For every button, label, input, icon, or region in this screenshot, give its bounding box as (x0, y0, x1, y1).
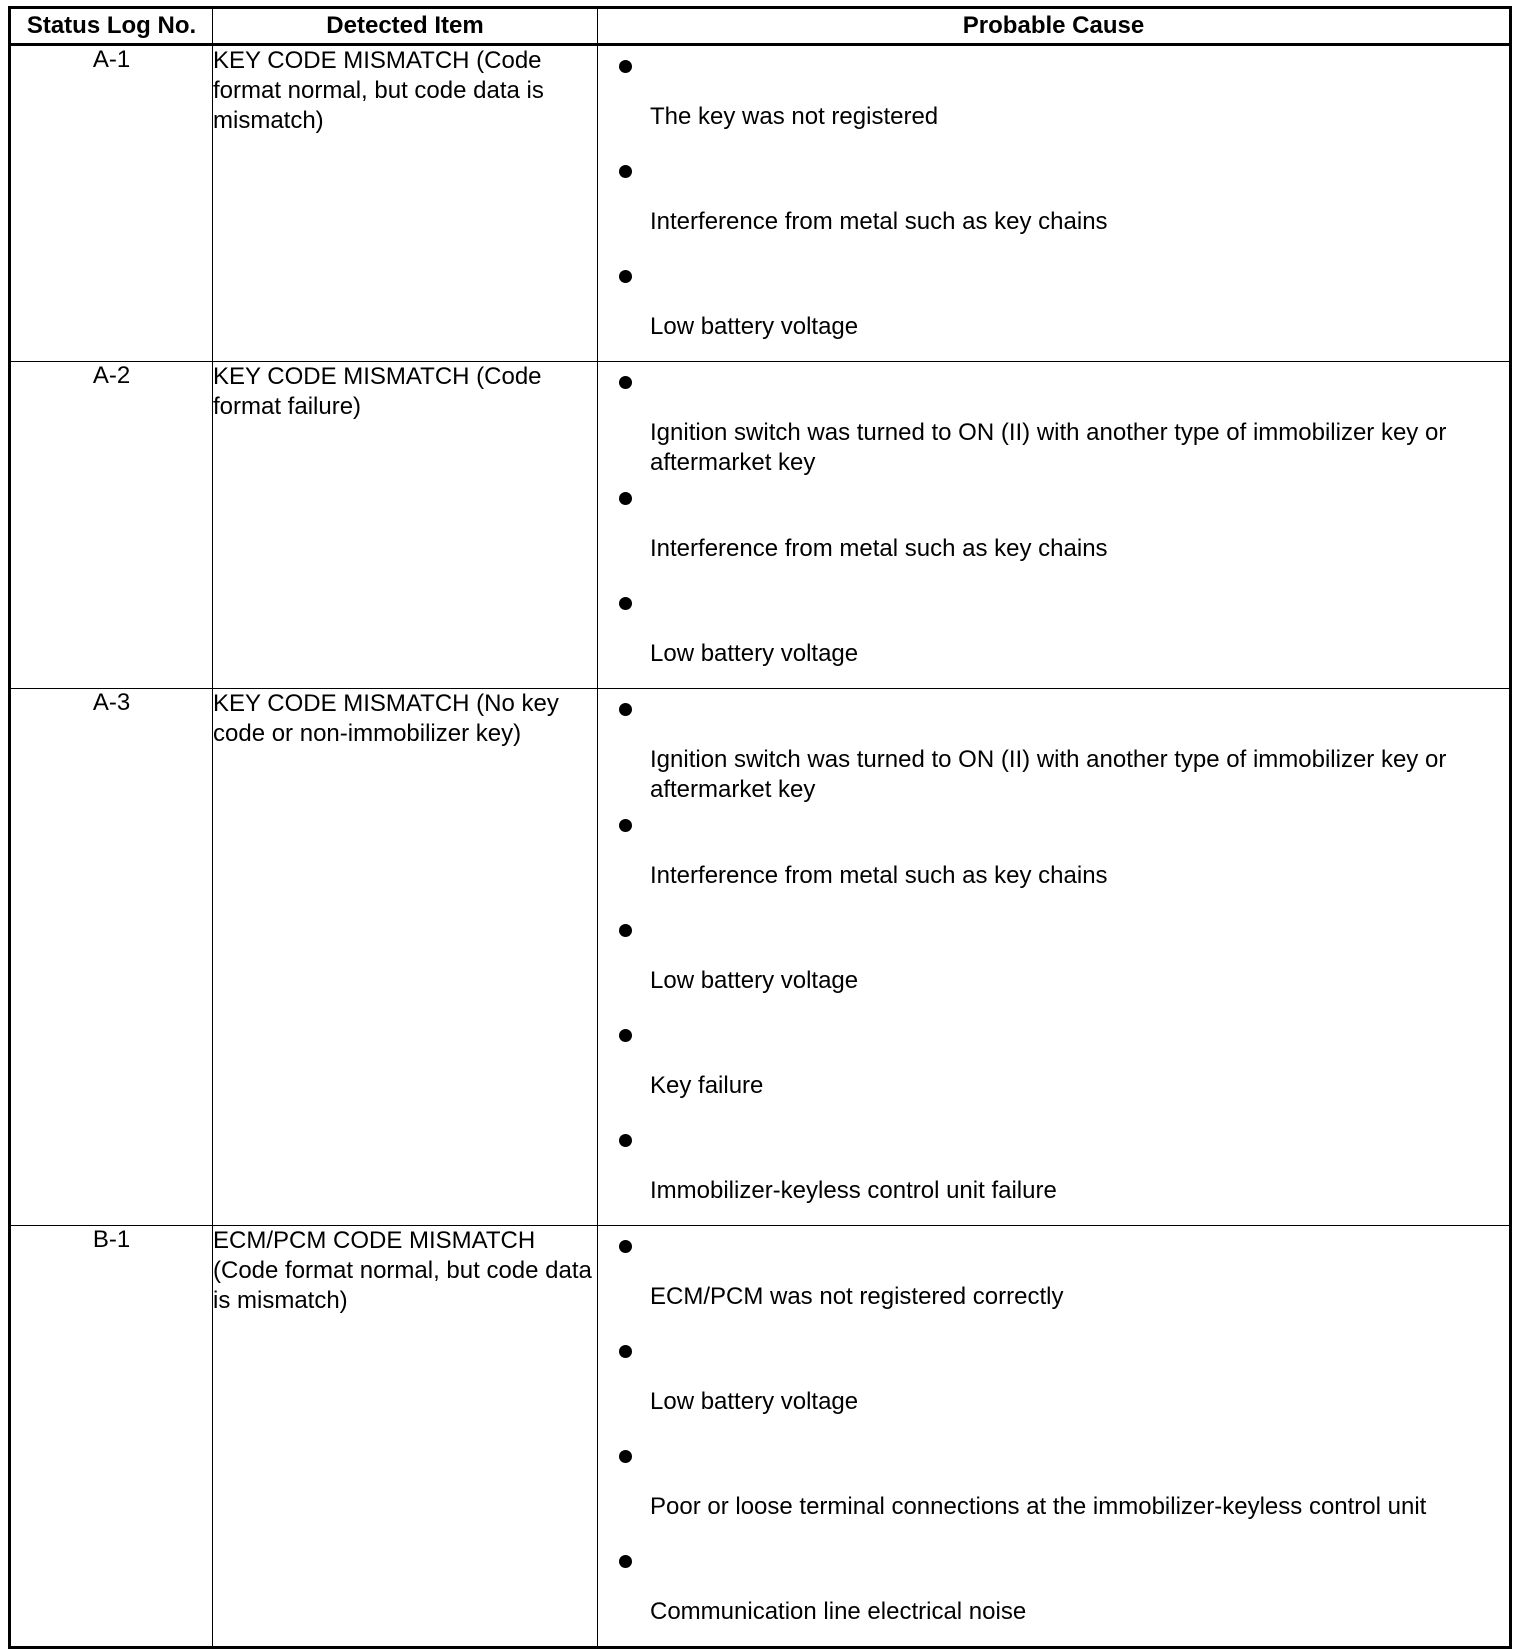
cause-text: Low battery voltage (650, 313, 859, 340)
cause-item (598, 1541, 1509, 1646)
bullet-icon (619, 270, 632, 283)
detected-item: ECM/PCM CODE MISMATCH (Code format normal, but code data is mismatch) (213, 1226, 598, 1648)
bullet-icon (619, 1345, 632, 1358)
cause-item (598, 1226, 1509, 1331)
cause-text: Ignition switch was turned to ON (II) with another type of immobilizer key or aftermarket key (650, 746, 1447, 803)
cause-text: Low battery voltage (650, 640, 859, 667)
bullet-icon (619, 165, 632, 178)
cause-item (598, 583, 1509, 688)
status-log-table (8, 6, 1512, 1649)
probable-cause (598, 1226, 1511, 1648)
bullet-icon (619, 597, 632, 610)
header-detected-item: Detected Item (213, 8, 598, 45)
probable-cause (598, 362, 1511, 689)
cause-item (598, 46, 1509, 151)
cause-item (598, 1436, 1509, 1541)
bullet-icon (619, 376, 632, 389)
header-row (10, 8, 1511, 45)
header-probable-cause: Probable Cause (598, 8, 1511, 45)
cause-text: Ignition switch was turned to ON (II) with another type of immobilizer key or aftermarket key (650, 419, 1447, 476)
cause-list (598, 1226, 1509, 1646)
cause-text: Interference from metal such as key chains (650, 535, 1108, 562)
status-log-no: B-1 (10, 1226, 213, 1648)
status-log-no: A-1 (10, 45, 213, 362)
cause-text: The key was not registered (650, 103, 939, 130)
status-log-no: A-2 (10, 362, 213, 689)
table-row (10, 45, 1511, 362)
cause-item (598, 478, 1509, 583)
bullet-icon (619, 1029, 632, 1042)
bullet-icon (619, 1555, 632, 1568)
table-row (10, 362, 1511, 689)
cause-item (598, 1120, 1509, 1225)
bullet-icon (619, 703, 632, 716)
bullet-icon (619, 1134, 632, 1147)
bullet-icon (619, 1240, 632, 1253)
cause-text: Key failure (650, 1072, 764, 1099)
bullet-icon (619, 1450, 632, 1463)
cause-text: Interference from metal such as key chains (650, 862, 1108, 889)
cause-item (598, 1331, 1509, 1436)
bullet-icon (619, 60, 632, 73)
cause-text: Immobilizer-keyless control unit failure (650, 1177, 1057, 1204)
detected-item: KEY CODE MISMATCH (No key code or non-immobilizer key) (213, 689, 598, 1226)
cause-item (598, 256, 1509, 361)
cause-item (598, 689, 1509, 805)
cause-list (598, 46, 1509, 361)
cause-list (598, 362, 1509, 688)
cause-item (598, 805, 1509, 910)
table-row (10, 689, 1511, 1226)
cause-item (598, 151, 1509, 256)
bullet-icon (619, 924, 632, 937)
bullet-icon (619, 492, 632, 505)
cause-item (598, 362, 1509, 478)
cause-text: Poor or loose terminal connections at the immobilizer-keyless control unit (650, 1493, 1427, 1520)
cause-text: Low battery voltage (650, 967, 859, 994)
cause-text: Low battery voltage (650, 1388, 859, 1415)
cause-list (598, 689, 1509, 1225)
table-row (10, 1226, 1511, 1648)
bullet-icon (619, 819, 632, 832)
header-status-log-no: Status Log No. (10, 8, 213, 45)
probable-cause (598, 45, 1511, 362)
probable-cause (598, 689, 1511, 1226)
detected-item: KEY CODE MISMATCH (Code format normal, but code data is mismatch) (213, 45, 598, 362)
cause-item (598, 910, 1509, 1015)
cause-item (598, 1015, 1509, 1120)
cause-text: ECM/PCM was not registered correctly (650, 1283, 1064, 1310)
cause-text: Communication line electrical noise (650, 1598, 1027, 1625)
status-log-no: A-3 (10, 689, 213, 1226)
detected-item: KEY CODE MISMATCH (Code format failure) (213, 362, 598, 689)
cause-text: Interference from metal such as key chains (650, 208, 1108, 235)
